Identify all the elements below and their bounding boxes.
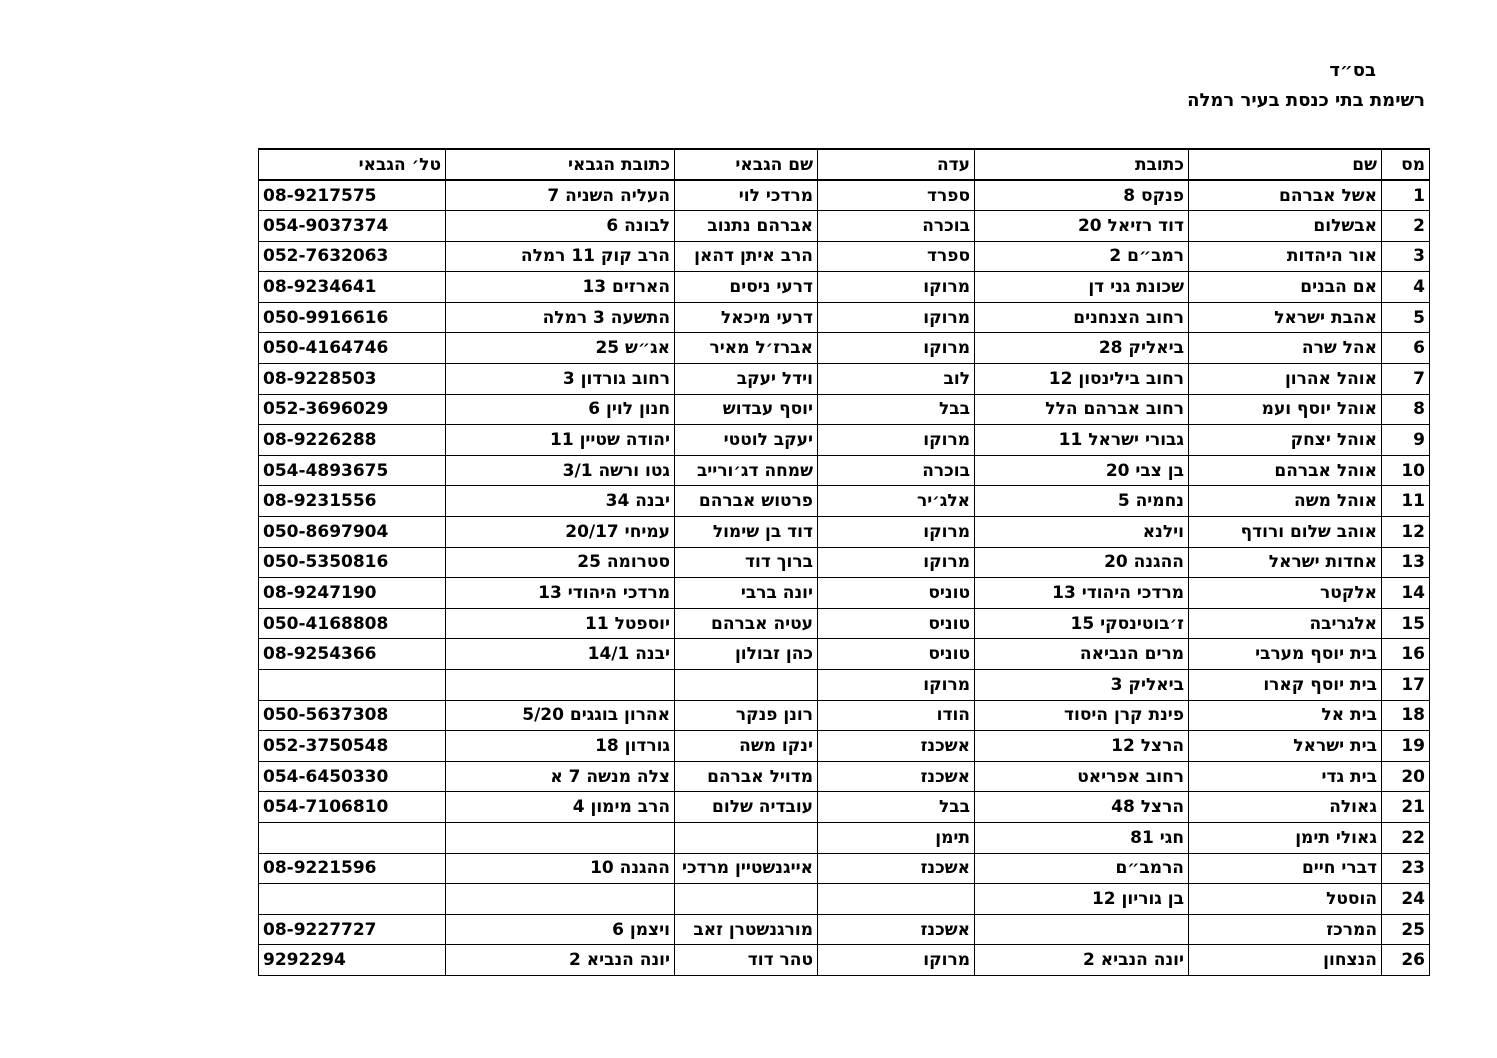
- gabbai-phone-cell: 052-3696029: [259, 394, 446, 425]
- table-row: [259, 272, 1430, 303]
- row-number-cell: 20: [1382, 761, 1430, 792]
- gabbai-phone-cell: 9292294: [259, 945, 446, 976]
- table-row: [259, 547, 1430, 578]
- row-number-cell: 10: [1382, 455, 1430, 486]
- synagogue-address-cell: הרמב״ם: [975, 853, 1189, 884]
- column-header: טל׳ הגבאי: [259, 149, 446, 180]
- gabbai-address-cell: הרב מימון 4: [446, 792, 675, 823]
- synagogue-name-cell: אוהב שלום ורודף: [1189, 517, 1382, 548]
- synagogue-address-cell: פינת קרן היסוד: [975, 700, 1189, 731]
- gabbai-phone-cell: 08-9247190: [259, 578, 446, 609]
- community-cell: בוכרה: [818, 455, 975, 486]
- table-row: [259, 180, 1430, 211]
- gabbai-address-cell: יבנה 14/1: [446, 639, 675, 670]
- column-header: שם: [1189, 149, 1382, 180]
- row-number-cell: 14: [1382, 578, 1430, 609]
- row-number-cell: 7: [1382, 364, 1430, 395]
- gabbai-address-cell: עמיחי 20/17: [446, 517, 675, 548]
- gabbai-address-cell: גטו ורשה 3/1: [446, 455, 675, 486]
- community-cell: מרוקו: [818, 302, 975, 333]
- gabbai-phone-cell: 054-6450330: [259, 761, 446, 792]
- gabbai-name-cell: [675, 822, 818, 853]
- gabbai-address-cell: ויצמן 6: [446, 914, 675, 945]
- gabbai-phone-cell: [259, 822, 446, 853]
- synagogue-name-cell: אשל אברהם: [1189, 180, 1382, 211]
- community-cell: מרוקו: [818, 517, 975, 548]
- synagogue-name-cell: אחדות ישראל: [1189, 547, 1382, 578]
- row-number-cell: 8: [1382, 394, 1430, 425]
- gabbai-name-cell: יוסף עבדוש: [675, 394, 818, 425]
- row-number-cell: 11: [1382, 486, 1430, 517]
- table-row: [259, 241, 1430, 272]
- gabbai-phone-cell: 08-9217575: [259, 180, 446, 211]
- community-cell: טוניס: [818, 639, 975, 670]
- row-number-cell: 17: [1382, 670, 1430, 701]
- community-cell: אשכנז: [818, 731, 975, 762]
- synagogue-address-cell: נחמיה 5: [975, 486, 1189, 517]
- community-cell: אשכנז: [818, 761, 975, 792]
- community-cell: אלג׳יר: [818, 486, 975, 517]
- gabbai-phone-cell: 08-9234641: [259, 272, 446, 303]
- table-row: [259, 731, 1430, 762]
- header-bsd: בס״ד: [1329, 60, 1376, 81]
- row-number-cell: 13: [1382, 547, 1430, 578]
- gabbai-address-cell: רחוב גורדון 3: [446, 364, 675, 395]
- gabbai-name-cell: וידל יעקב: [675, 364, 818, 395]
- synagogue-name-cell: אור היהדות: [1189, 241, 1382, 272]
- table-row: [259, 853, 1430, 884]
- synagogue-table: [258, 148, 1430, 976]
- synagogue-address-cell: [975, 914, 1189, 945]
- row-number-cell: 25: [1382, 914, 1430, 945]
- row-number-cell: 15: [1382, 608, 1430, 639]
- synagogue-name-cell: אוהל יוסף ועמ: [1189, 394, 1382, 425]
- synagogue-address-cell: מרדכי היהודי 13: [975, 578, 1189, 609]
- gabbai-address-cell: [446, 670, 675, 701]
- community-cell: מרוקו: [818, 547, 975, 578]
- gabbai-phone-cell: 08-9221596: [259, 853, 446, 884]
- gabbai-phone-cell: [259, 884, 446, 915]
- community-cell: ספרד: [818, 180, 975, 211]
- gabbai-address-cell: גורדון 18: [446, 731, 675, 762]
- synagogue-address-cell: גבורי ישראל 11: [975, 425, 1189, 456]
- gabbai-name-cell: ינקו משה: [675, 731, 818, 762]
- table-row: [259, 792, 1430, 823]
- table-row: [259, 211, 1430, 242]
- synagogue-address-cell: רמב״ם 2: [975, 241, 1189, 272]
- gabbai-address-cell: [446, 884, 675, 915]
- table-row: [259, 700, 1430, 731]
- gabbai-address-cell: צלה מנשה 7 א: [446, 761, 675, 792]
- gabbai-phone-cell: 054-7106810: [259, 792, 446, 823]
- gabbai-name-cell: יעקב לוטטי: [675, 425, 818, 456]
- column-header: שם הגבאי: [675, 149, 818, 180]
- synagogue-address-cell: בן גוריון 12: [975, 884, 1189, 915]
- gabbai-name-cell: טהר דוד: [675, 945, 818, 976]
- gabbai-address-cell: אג״ש 25: [446, 333, 675, 364]
- synagogue-name-cell: אוהל אברהם: [1189, 455, 1382, 486]
- community-cell: בבל: [818, 792, 975, 823]
- gabbai-phone-cell: 052-7632063: [259, 241, 446, 272]
- gabbai-name-cell: יונה ברבי: [675, 578, 818, 609]
- synagogue-address-cell: ביאליק 28: [975, 333, 1189, 364]
- synagogue-address-cell: הרצל 48: [975, 792, 1189, 823]
- row-number-cell: 6: [1382, 333, 1430, 364]
- gabbai-phone-cell: 054-9037374: [259, 211, 446, 242]
- community-cell: בבל: [818, 394, 975, 425]
- column-header: כתובת הגבאי: [446, 149, 675, 180]
- synagogue-name-cell: אוהל משה: [1189, 486, 1382, 517]
- page-title: רשימת בתי כנסת בעיר רמלה: [1187, 90, 1425, 111]
- gabbai-name-cell: פרטוש אברהם: [675, 486, 818, 517]
- row-number-cell: 12: [1382, 517, 1430, 548]
- community-cell: [818, 884, 975, 915]
- synagogue-address-cell: רחוב בילינסון 12: [975, 364, 1189, 395]
- synagogue-name-cell: בית ישראל: [1189, 731, 1382, 762]
- synagogue-name-cell: הנצחון: [1189, 945, 1382, 976]
- gabbai-name-cell: עטיה אברהם: [675, 608, 818, 639]
- row-number-cell: 22: [1382, 822, 1430, 853]
- gabbai-name-cell: אברהם נתנוב: [675, 211, 818, 242]
- gabbai-name-cell: מורגנשטרן זאב: [675, 914, 818, 945]
- table-row: [259, 884, 1430, 915]
- community-cell: מרוקו: [818, 425, 975, 456]
- gabbai-name-cell: [675, 884, 818, 915]
- gabbai-name-cell: רונן פנקר: [675, 700, 818, 731]
- row-number-cell: 26: [1382, 945, 1430, 976]
- synagogue-name-cell: אוהל יצחק: [1189, 425, 1382, 456]
- synagogue-name-cell: המרכז: [1189, 914, 1382, 945]
- community-cell: תימן: [818, 822, 975, 853]
- gabbai-phone-cell: 050-4168808: [259, 608, 446, 639]
- synagogue-address-cell: בן צבי 20: [975, 455, 1189, 486]
- table-row: [259, 394, 1430, 425]
- gabbai-phone-cell: 052-3750548: [259, 731, 446, 762]
- gabbai-name-cell: אייגנשטיין מרדכי: [675, 853, 818, 884]
- gabbai-address-cell: הארזים 13: [446, 272, 675, 303]
- gabbai-phone-cell: 054-4893675: [259, 455, 446, 486]
- gabbai-address-cell: סטרומה 25: [446, 547, 675, 578]
- table-row: [259, 761, 1430, 792]
- gabbai-phone-cell: 08-9226288: [259, 425, 446, 456]
- synagogue-address-cell: פנקס 8: [975, 180, 1189, 211]
- row-number-cell: 4: [1382, 272, 1430, 303]
- synagogue-name-cell: אהל שרה: [1189, 333, 1382, 364]
- gabbai-phone-cell: 050-9916616: [259, 302, 446, 333]
- community-cell: טוניס: [818, 608, 975, 639]
- gabbai-address-cell: הרב קוק 11 רמלה: [446, 241, 675, 272]
- gabbai-phone-cell: 08-9231556: [259, 486, 446, 517]
- synagogue-name-cell: דברי חיים: [1189, 853, 1382, 884]
- community-cell: בוכרה: [818, 211, 975, 242]
- synagogue-address-cell: דוד רזיאל 20: [975, 211, 1189, 242]
- gabbai-address-cell: לבונה 6: [446, 211, 675, 242]
- column-header: עדה: [818, 149, 975, 180]
- synagogue-address-cell: שכונת גני דן: [975, 272, 1189, 303]
- row-number-cell: 16: [1382, 639, 1430, 670]
- gabbai-address-cell: יבנה 34: [446, 486, 675, 517]
- gabbai-name-cell: כהן זבולון: [675, 639, 818, 670]
- synagogue-name-cell: בית יוסף קארו: [1189, 670, 1382, 701]
- synagogue-address-cell: ההגנה 20: [975, 547, 1189, 578]
- gabbai-phone-cell: 050-5350816: [259, 547, 446, 578]
- synagogue-name-cell: אהבת ישראל: [1189, 302, 1382, 333]
- gabbai-phone-cell: 08-9228503: [259, 364, 446, 395]
- synagogue-name-cell: אם הבנים: [1189, 272, 1382, 303]
- gabbai-address-cell: [446, 822, 675, 853]
- table-row: [259, 302, 1430, 333]
- community-cell: אשכנז: [818, 853, 975, 884]
- gabbai-address-cell: מרדכי היהודי 13: [446, 578, 675, 609]
- gabbai-phone-cell: 08-9254366: [259, 639, 446, 670]
- row-number-cell: 19: [1382, 731, 1430, 762]
- table-row: [259, 608, 1430, 639]
- gabbai-phone-cell: [259, 670, 446, 701]
- synagogue-name-cell: גאולי תימן: [1189, 822, 1382, 853]
- community-cell: אשכנז: [818, 914, 975, 945]
- gabbai-name-cell: דוד בן שימול: [675, 517, 818, 548]
- gabbai-address-cell: יהודה שטיין 11: [446, 425, 675, 456]
- table-header-row: [259, 149, 1430, 180]
- table-row: [259, 364, 1430, 395]
- synagogue-name-cell: אוהל אהרון: [1189, 364, 1382, 395]
- synagogue-name-cell: בית אל: [1189, 700, 1382, 731]
- row-number-cell: 21: [1382, 792, 1430, 823]
- gabbai-name-cell: אברז׳ל מאיר: [675, 333, 818, 364]
- gabbai-name-cell: עובדיה שלום: [675, 792, 818, 823]
- community-cell: הודו: [818, 700, 975, 731]
- column-header: מס: [1382, 149, 1430, 180]
- synagogue-name-cell: גאולה: [1189, 792, 1382, 823]
- row-number-cell: 3: [1382, 241, 1430, 272]
- table-row: [259, 670, 1430, 701]
- synagogue-name-cell: הוסטל: [1189, 884, 1382, 915]
- gabbai-phone-cell: 050-4164746: [259, 333, 446, 364]
- synagogue-name-cell: אלגריבה: [1189, 608, 1382, 639]
- synagogue-address-cell: וילנא: [975, 517, 1189, 548]
- row-number-cell: 9: [1382, 425, 1430, 456]
- gabbai-address-cell: חנון לוין 6: [446, 394, 675, 425]
- row-number-cell: 18: [1382, 700, 1430, 731]
- table-row: [259, 822, 1430, 853]
- table-row: [259, 639, 1430, 670]
- gabbai-name-cell: דרעי מיכאל: [675, 302, 818, 333]
- community-cell: לוב: [818, 364, 975, 395]
- synagogue-name-cell: אלקטר: [1189, 578, 1382, 609]
- gabbai-name-cell: [675, 670, 818, 701]
- gabbai-address-cell: העליה השניה 7: [446, 180, 675, 211]
- community-cell: מרוקו: [818, 670, 975, 701]
- gabbai-name-cell: הרב איתן דהאן: [675, 241, 818, 272]
- table-row: [259, 914, 1430, 945]
- column-header: כתובת: [975, 149, 1189, 180]
- table-row: [259, 945, 1430, 976]
- table-row: [259, 425, 1430, 456]
- synagogue-address-cell: רחוב הצנחנים: [975, 302, 1189, 333]
- synagogue-name-cell: בית גדי: [1189, 761, 1382, 792]
- table-body: [259, 180, 1430, 975]
- community-cell: ספרד: [818, 241, 975, 272]
- community-cell: מרוקו: [818, 333, 975, 364]
- gabbai-phone-cell: 050-8697904: [259, 517, 446, 548]
- row-number-cell: 1: [1382, 180, 1430, 211]
- table-row: [259, 333, 1430, 364]
- gabbai-name-cell: מרדכי לוי: [675, 180, 818, 211]
- gabbai-phone-cell: 08-9227727: [259, 914, 446, 945]
- gabbai-address-cell: יוספטל 11: [446, 608, 675, 639]
- synagogue-name-cell: בית יוסף מערבי: [1189, 639, 1382, 670]
- synagogue-address-cell: רחוב אפריאט: [975, 761, 1189, 792]
- row-number-cell: 24: [1382, 884, 1430, 915]
- community-cell: מרוקו: [818, 945, 975, 976]
- synagogue-address-cell: יונה הנביא 2: [975, 945, 1189, 976]
- gabbai-address-cell: אהרון בוגגים 5/20: [446, 700, 675, 731]
- community-cell: מרוקו: [818, 272, 975, 303]
- synagogue-address-cell: ז׳בוטינסקי 15: [975, 608, 1189, 639]
- community-cell: טוניס: [818, 578, 975, 609]
- synagogue-name-cell: אבשלום: [1189, 211, 1382, 242]
- gabbai-name-cell: דרעי ניסים: [675, 272, 818, 303]
- synagogue-address-cell: רחוב אברהם הלל: [975, 394, 1189, 425]
- gabbai-name-cell: ברוך דוד: [675, 547, 818, 578]
- gabbai-name-cell: שמחה דג׳ורייב: [675, 455, 818, 486]
- gabbai-address-cell: יונה הנביא 2: [446, 945, 675, 976]
- table-row: [259, 486, 1430, 517]
- table-row: [259, 517, 1430, 548]
- row-number-cell: 2: [1382, 211, 1430, 242]
- synagogue-address-cell: חגי 81: [975, 822, 1189, 853]
- gabbai-phone-cell: 050-5637308: [259, 700, 446, 731]
- synagogue-address-cell: ביאליק 3: [975, 670, 1189, 701]
- row-number-cell: 23: [1382, 853, 1430, 884]
- table-row: [259, 578, 1430, 609]
- gabbai-address-cell: התשעה 3 רמלה: [446, 302, 675, 333]
- synagogue-address-cell: הרצל 12: [975, 731, 1189, 762]
- row-number-cell: 5: [1382, 302, 1430, 333]
- synagogue-address-cell: מרים הנביאה: [975, 639, 1189, 670]
- gabbai-address-cell: ההגנה 10: [446, 853, 675, 884]
- table-row: [259, 455, 1430, 486]
- gabbai-name-cell: מדויל אברהם: [675, 761, 818, 792]
